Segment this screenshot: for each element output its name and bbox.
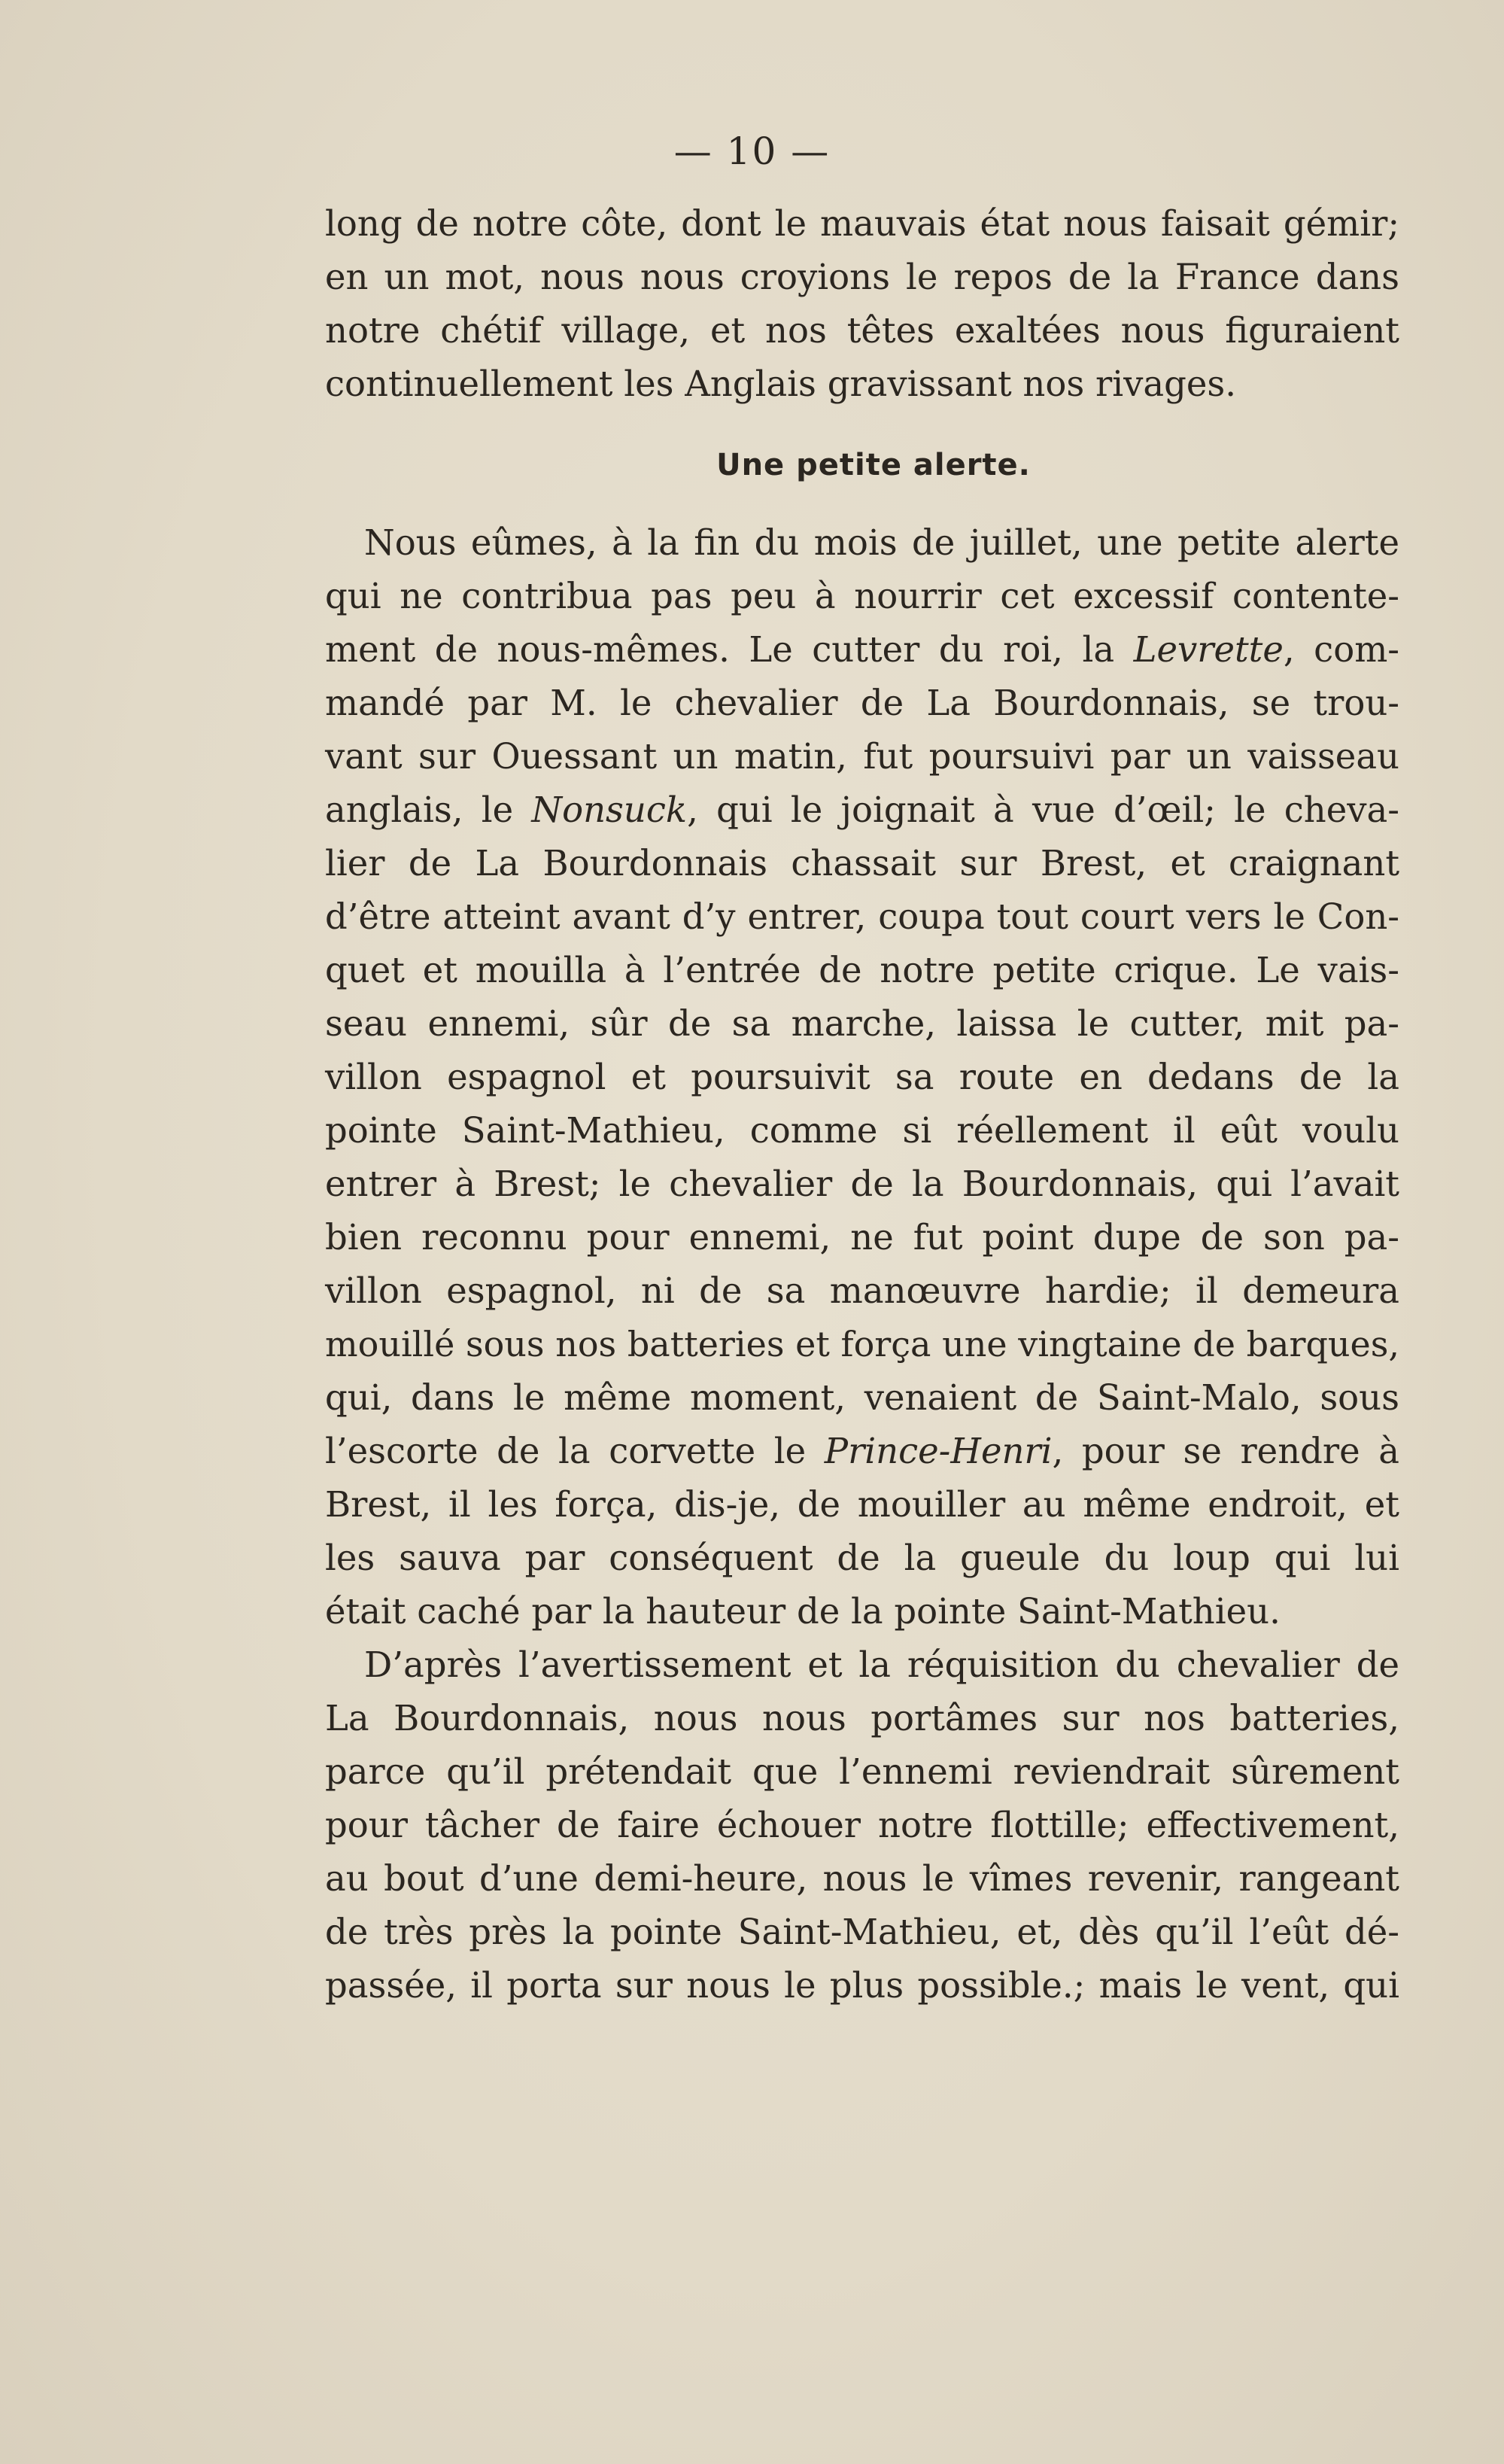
page-number: — 10 — — [673, 129, 831, 173]
text-line: qui, dans le même moment, venaient de Saint-Malo, sous — [325, 1377, 1399, 1418]
text-line: entrer à Brest; le chevalier de la Bourdonnais, qui l’avait — [325, 1164, 1399, 1204]
text-run: , com- — [1283, 629, 1399, 670]
text-line: seau ennemi, sûr de sa marche, laissa le cutter, mit pa- — [325, 1003, 1399, 1044]
text-line: les sauva par conséquent de la gueule du loup qui lui — [325, 1538, 1399, 1578]
text-line — [325, 623, 1399, 677]
text-line: bien reconnu pour ennemi, ne fut point dupe de son pa- — [325, 1217, 1399, 1258]
ship-name: Prince-Henri — [824, 1431, 1053, 1471]
text-line: mouillé sous nos batteries et força une vingtaine de barques, — [325, 1324, 1399, 1364]
text-line: Nous eûmes, à la fin du mois de juillet, une petite alerte — [364, 522, 1399, 563]
text-line: qui ne contribua pas peu à nourrir cet excessif contente- — [325, 576, 1399, 616]
text-line: continuellement les Anglais gravissant nos rivages. — [325, 364, 1237, 404]
text-line: pointe Saint-Mathieu, comme si réellement il eût voulu — [325, 1110, 1399, 1151]
text-line: quet et mouilla à l’entrée de notre petite crique. Le vais- — [325, 950, 1399, 990]
text-line: au bout d’une demi-heure, nous le vîmes revenir, rangeant — [325, 1858, 1399, 1899]
text-run: , pour se rendre à — [1052, 1431, 1399, 1471]
text-line — [325, 1425, 1399, 1478]
text-line: long de notre côte, dont le mauvais état nous faisait gémir; — [325, 203, 1399, 244]
ship-name: Nonsuck — [531, 789, 688, 830]
text-line: La Bourdonnais, nous nous portâmes sur nos batteries, — [325, 1698, 1399, 1738]
body-text — [325, 197, 1399, 2012]
text-line: villon espagnol, ni de sa manœuvre hardie; il demeura — [325, 1270, 1399, 1311]
text-line: notre chétif village, et nos têtes exaltées nous figuraient — [325, 310, 1399, 351]
text-line — [325, 783, 1399, 837]
text-run: ment de nous-mêmes. Le cutter du roi, la — [325, 629, 1134, 670]
text-line: en un mot, nous nous croyions le repos de la France dans — [325, 257, 1399, 297]
section-heading: Une petite alerte. — [716, 448, 1031, 482]
text-line: D’après l’avertissement et la réquisition du chevalier de — [364, 1644, 1399, 1685]
ship-name: Levrette — [1133, 629, 1284, 670]
text-line: était caché par la hauteur de la pointe Saint-Mathieu. — [325, 1591, 1281, 1632]
text-line: lier de La Bourdonnais chassait sur Brest, et craignant — [325, 843, 1399, 884]
text-run: l’escorte de la corvette le — [325, 1431, 825, 1471]
text-line: villon espagnol et poursuivit sa route en dedans de la — [325, 1057, 1399, 1097]
text-line: de très près la pointe Saint-Mathieu, et, dès qu’il l’eût dé- — [325, 1912, 1399, 1952]
text-run: anglais, le — [325, 789, 532, 830]
text-line: passée, il porta sur nous le plus possible.; mais le vent, qui — [325, 1965, 1399, 2006]
text-line: Brest, il les força, dis-je, de mouiller au même endroit, et — [325, 1484, 1399, 1525]
text-run: , qui le joignait à vue d’œil; le cheva- — [687, 789, 1399, 830]
text-line: d’être atteint avant d’y entrer, coupa tout court vers le Con- — [325, 896, 1399, 937]
text-line: pour tâcher de faire échouer notre flottille; effectivement, — [325, 1805, 1399, 1845]
text-line: vant sur Ouessant un matin, fut poursuivi par un vaisseau — [325, 736, 1399, 777]
text-line: parce qu’il prétendait que l’ennemi reviendrait sûrement — [325, 1751, 1399, 1792]
text-line: mandé par M. le chevalier de La Bourdonnais, se trou- — [325, 683, 1399, 723]
